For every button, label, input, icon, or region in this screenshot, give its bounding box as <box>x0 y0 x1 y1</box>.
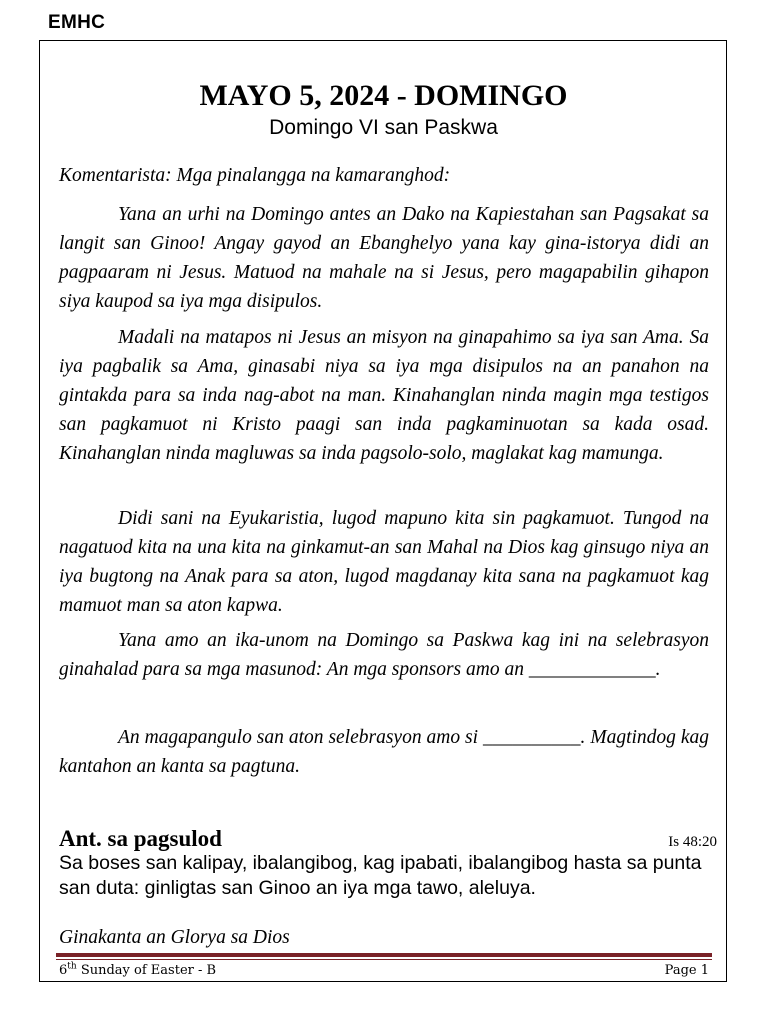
antiphon-text: Sa boses san kalipay, ibalangibog, kag ipabati, ibalangibog hasta sa punta san duta: ginligtas san Ginoo an iya mga tawo, aleluya. <box>59 852 702 899</box>
footer-label-rest: Sunday of Easter - B <box>76 963 217 978</box>
footer-ordinal-suffix: th <box>67 961 77 972</box>
footer-divider <box>56 953 712 957</box>
commentary-paragraph: An magapangulo san aton selebrasyon amo si __________. Magtindog kag kantahon an kanta sa pagtuna. <box>59 727 709 777</box>
gloria-note: Ginakanta an Glorya sa Dios <box>59 927 290 948</box>
commentary-paragraph: Yana an urhi na Domingo antes an Dako na Kapiestahan san Pagsakat sa langit san Ginoo! Angay gayod an Ebanghelyo yana kay gina-istorya didi an pagpaaram ni Jesus. Matuod na mahale na si Jesus, pero magapabilin gihapon siya kaupod sa iya mga disipulos. <box>59 204 709 312</box>
commentary-paragraph: Didi sani na Eyukaristia, lugod mapuno kita sin pagkamuot. Tungod na nagatuod kita na una kita na ginkamut-an san Mahal na Dios kag ginsugo niya an iya bugtong na Anak para sa aton, lugod magdanay kita sana na pagkamuot kag mamuot man sa aton kapwa. <box>59 508 709 616</box>
header-label: EMHC <box>48 12 106 33</box>
commentary-intro: Komentarista: Mga pinalangga na kamaranghod: <box>59 165 451 186</box>
footer-divider-thin <box>56 959 712 960</box>
commentary-paragraph: Madali na matapos ni Jesus an misyon na ginapahimo sa iya san Ama. Sa iya pagbalik sa Ama, ginasabi niya sa iya mga disipulos na an panahon na gintakda para sa inda nag-abot na man. Kinahanglan ninda magin mga testigos san pagkamuot ni Kristo paagi san inda pagkaminuotan sa kada osad. Kinahanglan ninda magluwas sa inda pagsolo-solo, maglakat kag mamunga. <box>59 327 709 464</box>
commentary-paragraph: Yana amo an ika-unom na Domingo sa Paskwa kag ini na selebrasyon ginahalad para sa mga masunod: An mga sponsors amo an _____________. <box>59 630 709 680</box>
antiphon-heading: Ant. sa pagsulod <box>59 826 222 851</box>
page-number: Page 1 <box>664 963 709 978</box>
page-title: MAYO 5, 2024 - DOMINGO <box>199 79 568 112</box>
page-subtitle: Domingo VI san Paskwa <box>269 116 498 139</box>
antiphon-reference: Is 48:20 <box>668 834 717 850</box>
footer-ordinal-number: 6 <box>59 963 68 978</box>
footer-label <box>59 962 216 980</box>
